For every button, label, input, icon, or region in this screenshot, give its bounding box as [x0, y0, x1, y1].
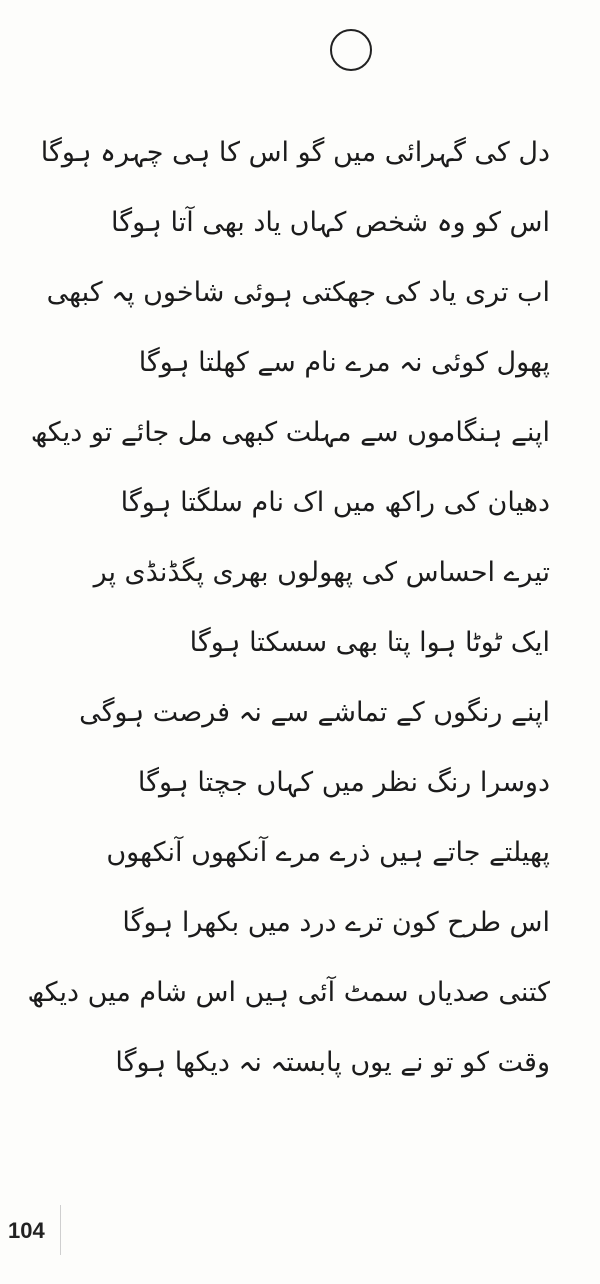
poem-line: اس طرح کون ترے درد میں بکھرا ہوگا [122, 907, 550, 938]
poem-line: اپنے ہنگاموں سے مہلت کبھی مل جائے تو دیکھ [30, 417, 550, 448]
poem-line: پھول کوئی نہ مرے نام سے کھلتا ہوگا [138, 347, 550, 378]
poem-line: کتنی صدیاں سمٹ آئی ہیں اس شام میں دیکھ [27, 977, 550, 1008]
poem-line: اپنے رنگوں کے تماشے سے نہ فرصت ہوگی [79, 697, 550, 728]
poem-text [27, 128, 550, 1108]
poem-line: تیرے احساس کی پھولوں بھری پگڈنڈی پر [93, 557, 550, 588]
poem-line: دوسرا رنگ نظر میں کہاں جچتا ہوگا [137, 767, 550, 798]
poem-line: دل کی گہرائی میں گو اس کا ہی چہرہ ہوگا [40, 137, 550, 168]
poem-line: دھیان کی راکھ میں اک نام سلگتا ہوگا [120, 487, 550, 518]
poem-line: پھیلتے جاتے ہیں ذرے مرے آنکھوں آنکھوں [106, 837, 550, 868]
page-number: 104 [8, 1218, 45, 1243]
page-edge-divider [60, 1205, 61, 1255]
poem-line: وقت کو تو نے یوں پابستہ نہ دیکھا ہوگا [115, 1047, 550, 1078]
poem-line: اس کو وہ شخص کہاں یاد بھی آتا ہوگا [111, 207, 550, 238]
poem-line: ایک ٹوٹا ہوا پتا بھی سسکتا ہوگا [189, 627, 550, 658]
poem-line: اب تری یاد کی جھکتی ہوئی شاخوں پہ کبھی [46, 277, 550, 308]
circle-ornament-icon [330, 29, 372, 71]
